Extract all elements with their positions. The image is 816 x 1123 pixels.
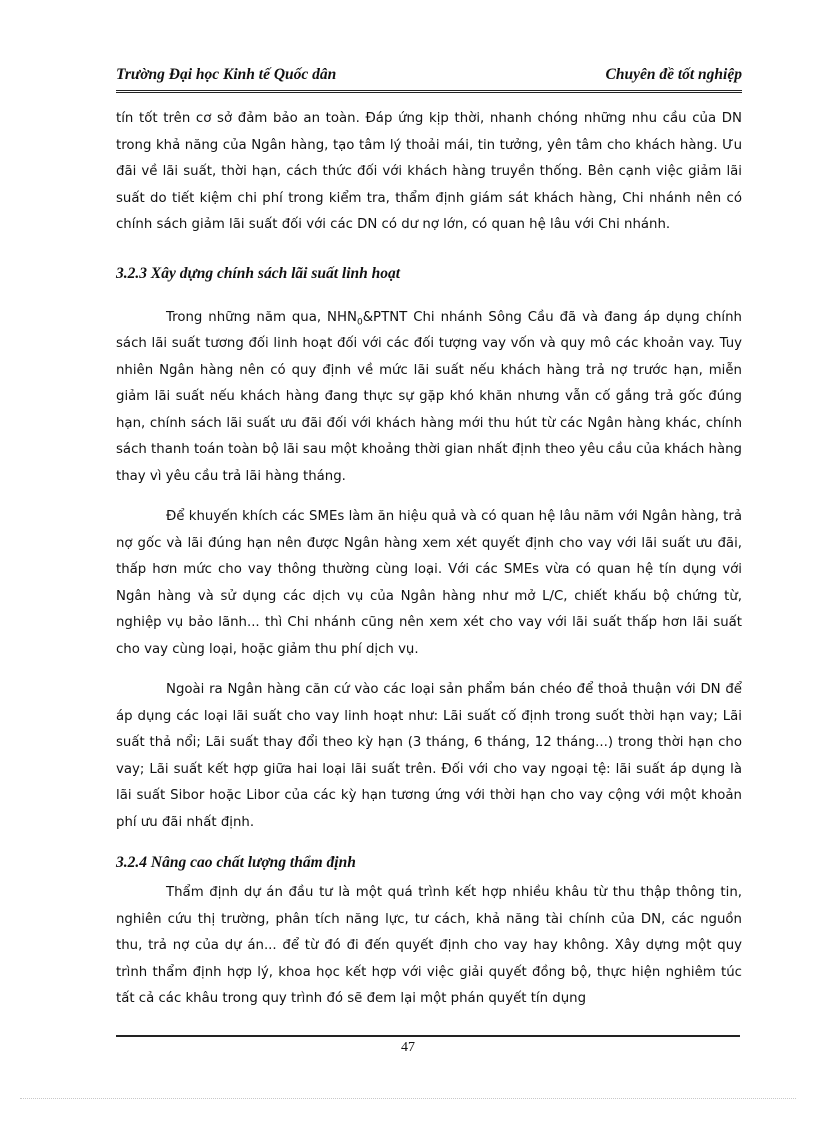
section-324-paragraph-1: Thẩm định dự án đầu tư là một quá trình kết hợp nhiều khâu từ thu thập thông tin, nghiên cứu thị trường, phân tích năng lực, tư cách, khả năng tài chính của DN, các nguồn thu, trả nợ của dự án... để từ đó đi đến quyết định cho vay hay không. Xây dựng một quy trình thẩm định hợp lý, khoa học kết hợp với việc giải quyết đồng bộ, thực hiện nghiêm túc tất cả các khâu trong quy trình đó sẽ đem lại một phán quyết tín dụng [116, 885, 742, 1006]
page-bottom-border [20, 1098, 796, 1099]
header-document-type: Chuyên đề tốt nghiệp [605, 66, 742, 83]
page-header [116, 64, 742, 93]
header-university: Trường Đại học Kinh tế Quốc dân [116, 66, 337, 83]
section-324-heading: 3.2.4 Nâng cao chất lượng thẩm định [116, 854, 356, 871]
section-323-paragraph-3: Ngoài ra Ngân hàng căn cứ vào các loại sản phẩm bán chéo để thoả thuận với DN để áp dụng các loại lãi suất cho vay linh hoạt như: Lãi suất cố định trong suốt thời hạn vay; Lãi suất thả nổi; Lãi suất thay đổi theo kỳ hạn (3 tháng, 6 tháng, 12 tháng...) trong thời hạn cho vay; Lãi suất kết hợp giữa hai loại lãi suất trên. Đối với cho vay ngoại tệ: lãi suất áp dụng là lãi suất Sibor hoặc Libor của các kỳ hạn tương ứng với thời hạn cho vay cộng với một khoản phí ưu đãi nhất định. [116, 682, 742, 830]
page-number: 47 [401, 1040, 415, 1055]
section-323-paragraph-1: Trong những năm qua, $NHN_0\&PTNT$ Chi nhánh Sông Cầu đã và đang áp dụng chính sách lãi suất tương đối linh hoạt đối với các đối tượng vay vốn và quy mô các khoản vay. Tuy nhiên Ngân hàng nên có quy định về mức lãi suất nếu khách hàng trả nợ trước hạn, miễn giảm lãi suất nếu khách hàng đang thực sự gặp khó khăn nhưng vẫn cố gắng trả gốc đúng hạn, chính sách lãi suất ưu đãi đối với khách hàng mới thu hút từ các Ngân hàng khác, chính sách thanh toán toàn bộ lãi sau một khoảng thời gian nhất định theo yêu cầu của khách hàng thay vì yêu cầu trả lãi hàng tháng. [116, 309, 742, 484]
paragraph-continuation: tín tốt trên cơ sở đảm bảo an toàn. Đáp ứng kịp thời, nhanh chóng những nhu cầu của DN trong khả năng của Ngân hàng, tạo tâm lý thoải mái, tin tưởng, yên tâm cho khách hàng. Ưu đãi về lãi suất, thời hạn, cách thức đối với khách hàng truyền thống. Bên cạnh việc giảm lãi suất do tiết kiệm chi phí trong kiểm tra, thẩm định giám sát khách hàng, Chi nhánh nên có chính sách giảm lãi suất đối với các DN có dư nợ lớn, có quan hệ lâu với Chi nhánh. [116, 111, 742, 232]
page-body [116, 106, 742, 1013]
section-323-paragraph-2: Để khuyến khích các SMEs làm ăn hiệu quả và có quan hệ lâu năm với Ngân hàng, trả nợ gốc và lãi đúng hạn nên được Ngân hàng xem xét quyết định cho vay với lãi suất ưu đãi, thấp hơn mức cho vay thông thường cùng loại. Với các SMEs vừa có quan hệ tín dụng với Ngân hàng và sử dụng các dịch vụ của Ngân hàng như mở L/C, chiết khấu bộ chứng từ, nghiệp vụ bảo lãnh... thì Chi nhánh cũng nên xem xét cho vay với lãi suất thấp hơn lãi suất cho vay cùng loại, hoặc giảm thu phí dịch vụ. [116, 509, 742, 657]
footer-rule [116, 1035, 740, 1037]
section-323-heading: 3.2.3 Xây dựng chính sách lãi suất linh hoạt [116, 264, 401, 282]
